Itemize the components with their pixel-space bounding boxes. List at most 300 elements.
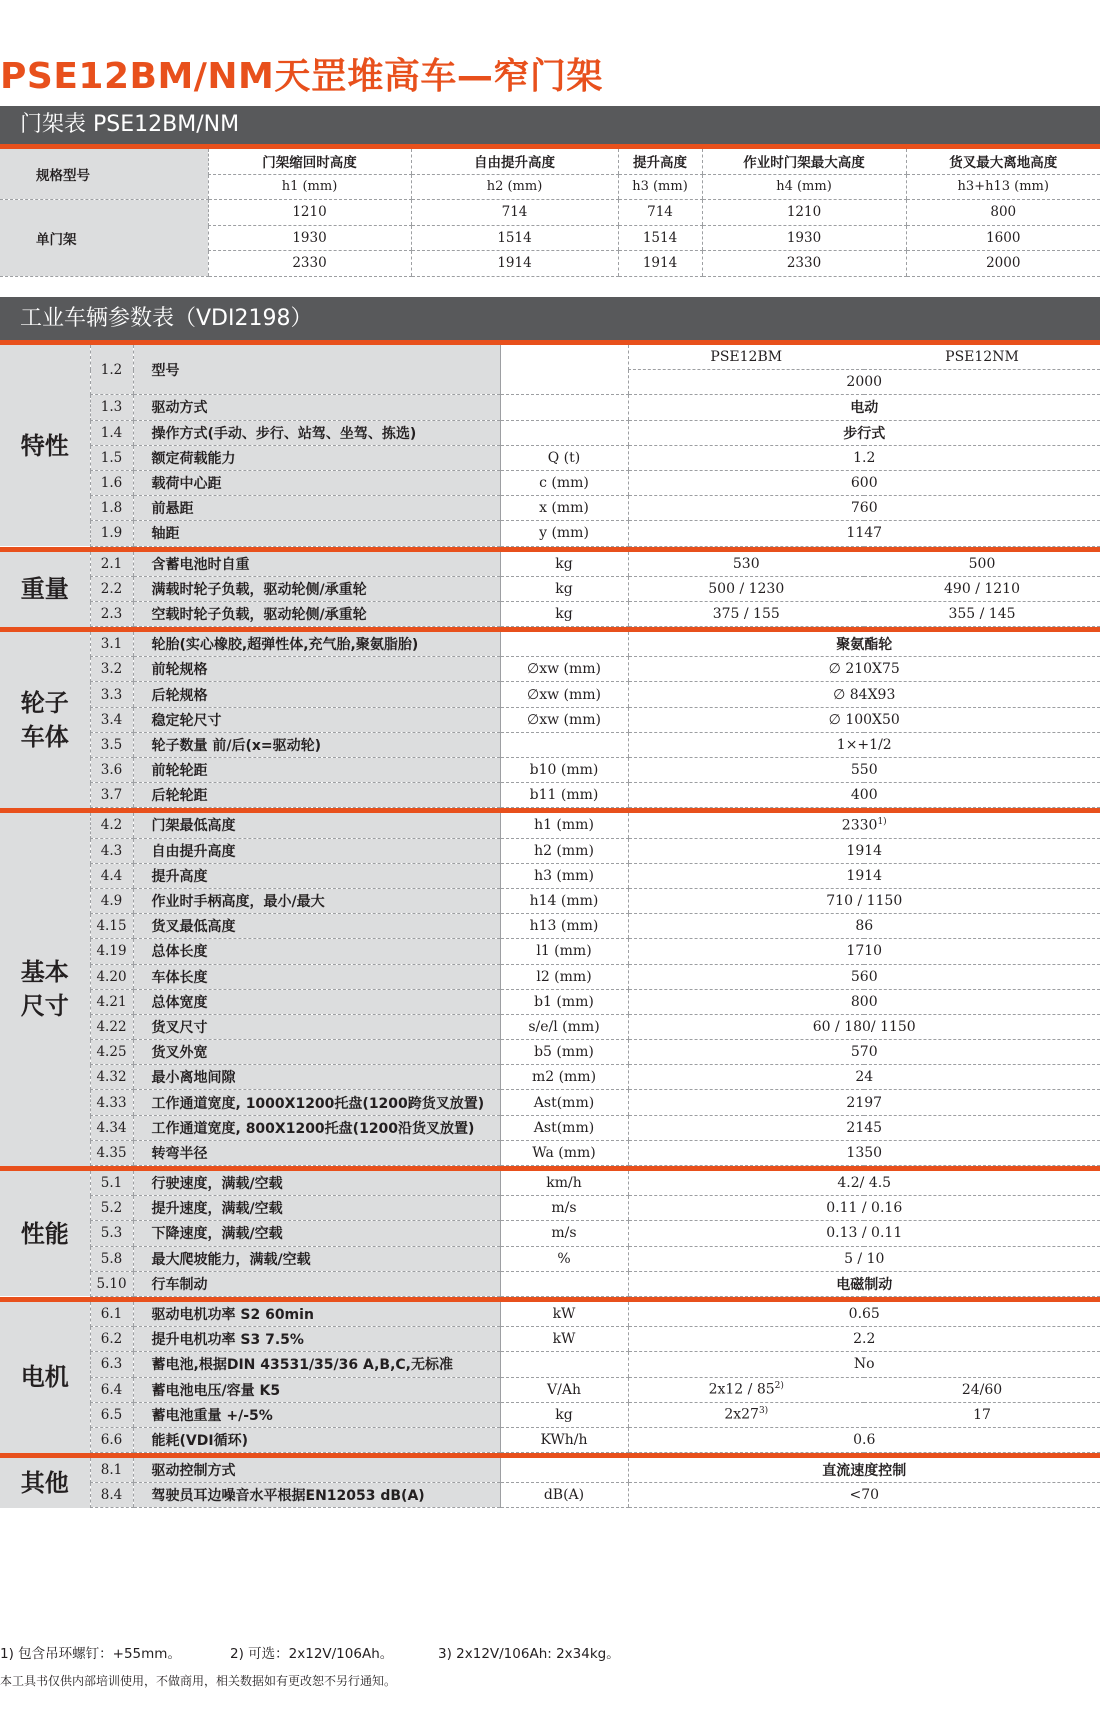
row-name: 驱动方式 <box>133 395 500 420</box>
row-unit <box>500 1352 628 1377</box>
row-number: 3.5 <box>90 732 133 757</box>
row-name: 作业时手柄高度，最小/最大 <box>133 888 500 913</box>
row-value-text: 375 / 155 <box>712 605 780 622</box>
row-value <box>628 1352 1100 1377</box>
row-value-text: 2145 <box>846 1119 883 1136</box>
row-unit: Ast(mm) <box>500 1090 628 1115</box>
footnote-3: 3) 2x12V/106Ah: 2x34kg。 <box>438 1646 620 1662</box>
row-name: 操作方式(手动、步行、站驾、坐驾、拣选) <box>133 420 500 445</box>
row-name: 总体宽度 <box>133 989 500 1014</box>
row-value <box>628 1483 1100 1508</box>
row-unit: kg <box>500 552 628 577</box>
footnote-1: 1) 包含吊环螺钉：+55mm。 <box>0 1646 181 1662</box>
row-name: 货叉尺寸 <box>133 1014 500 1039</box>
row-value-bm <box>628 601 864 626</box>
row-value <box>628 395 1100 420</box>
spec-row <box>0 601 1100 626</box>
mast-cell: 1914 <box>618 251 702 277</box>
row-number: 1.8 <box>90 496 133 521</box>
mast-cell: 1914 <box>411 251 618 277</box>
group-label: 基本尺寸 <box>0 813 90 1165</box>
row-number: 4.25 <box>90 1040 133 1065</box>
row-number: 1.3 <box>90 395 133 420</box>
row-name: 驱动控制方式 <box>133 1458 500 1483</box>
row-value-text: ∅ 210X75 <box>828 661 900 678</box>
row-unit: m/s <box>500 1196 628 1221</box>
row-number: 4.2 <box>90 813 133 838</box>
row-name: 轮胎(实心橡胶,超弹性体,充气胎,聚氨脂胎) <box>133 632 500 657</box>
row-value <box>628 521 1100 546</box>
row-value-text: 800 <box>850 993 878 1010</box>
row-unit: h1 (mm) <box>500 813 628 838</box>
row-name: 前轮轮距 <box>133 758 500 783</box>
row-number: 3.7 <box>90 783 133 808</box>
mast-cell: 1930 <box>702 225 906 251</box>
row-unit <box>500 632 628 657</box>
single-mast-label: 单门架 <box>0 200 208 277</box>
row-value-text: 2.2 <box>853 1331 876 1348</box>
spec-row <box>0 552 1100 577</box>
mast-cell: 2330 <box>208 251 411 277</box>
row-value <box>628 1327 1100 1352</box>
row-value <box>628 1014 1100 1039</box>
row-name: 提升速度，满载/空载 <box>133 1196 500 1221</box>
row-name: 下降速度，满载/空载 <box>133 1221 500 1246</box>
row-unit: m2 (mm) <box>500 1065 628 1090</box>
row-number: 1.2 <box>90 345 133 395</box>
group-label: 电机 <box>0 1302 90 1453</box>
row-number: 6.5 <box>90 1402 133 1427</box>
spec-row <box>0 1115 1100 1140</box>
row-value <box>628 863 1100 888</box>
spec-row <box>0 1065 1100 1090</box>
row-value <box>628 783 1100 808</box>
row-value-text: 490 / 1210 <box>944 580 1020 597</box>
row-value <box>628 939 1100 964</box>
row-value-text: No <box>853 1356 875 1373</box>
model-header-bm: PSE12BM <box>628 345 864 370</box>
row-number: 1.9 <box>90 521 133 546</box>
row-name: 最大爬坡能力，满载/空载 <box>133 1246 500 1271</box>
row-name: 额定荷载能力 <box>133 445 500 470</box>
row-number: 4.35 <box>90 1140 133 1165</box>
row-value-text: 2x27 <box>724 1407 759 1424</box>
model-header-nm: PSE12NM <box>864 345 1100 370</box>
row-number: 4.21 <box>90 989 133 1014</box>
row-number: 5.2 <box>90 1196 133 1221</box>
row-name: 蓄电池重量 +/-5% <box>133 1402 500 1427</box>
row-number: 1.4 <box>90 420 133 445</box>
row-unit <box>500 1458 628 1483</box>
row-number: 8.4 <box>90 1483 133 1508</box>
row-value-text: <70 <box>849 1487 880 1504</box>
row-value <box>628 1196 1100 1221</box>
spec-section-title: 工业车辆参数表（VDI2198） <box>20 306 313 331</box>
spec-row <box>0 576 1100 601</box>
spec-row <box>0 682 1100 707</box>
mast-section-bar <box>0 106 1100 144</box>
row-unit: km/h <box>500 1171 628 1196</box>
row-number: 5.10 <box>90 1271 133 1296</box>
spec-row <box>0 420 1100 445</box>
row-value <box>628 1271 1100 1296</box>
spec-row <box>0 345 1100 370</box>
row-number: 8.1 <box>90 1458 133 1483</box>
row-unit: x (mm) <box>500 496 628 521</box>
spec-table <box>0 345 1100 1508</box>
row-value <box>628 964 1100 989</box>
row-unit: l1 (mm) <box>500 939 628 964</box>
row-value <box>628 1065 1100 1090</box>
row-number: 4.19 <box>90 939 133 964</box>
row-unit: dB(A) <box>500 1483 628 1508</box>
row-name: 工作通道宽度, 1000X1200托盘(1200跨货叉放置) <box>133 1090 500 1115</box>
row-name: 含蓄电池时自重 <box>133 552 500 577</box>
mast-header-unit: h3+h13 (mm) <box>906 174 1100 200</box>
spec-row <box>0 1090 1100 1115</box>
row-unit: c (mm) <box>500 470 628 495</box>
row-unit <box>500 420 628 445</box>
row-value-text: 1×+1/2 <box>836 736 892 753</box>
row-value-text: 1147 <box>846 525 883 542</box>
spec-row <box>0 964 1100 989</box>
row-value <box>628 420 1100 445</box>
row-value-text: 1914 <box>846 842 883 859</box>
row-value-text: 530 <box>732 555 760 572</box>
mast-header: 自由提升高度 <box>411 149 618 174</box>
row-number: 4.3 <box>90 838 133 863</box>
row-number: 4.34 <box>90 1115 133 1140</box>
row-value-text: 500 <box>968 555 996 572</box>
row-name: 行车制动 <box>133 1271 500 1296</box>
row-value-bm <box>628 1402 864 1427</box>
row-unit <box>500 395 628 420</box>
row-value-text: 直流速度控制 <box>822 1463 907 1480</box>
row-number: 3.2 <box>90 657 133 682</box>
mast-cell: 2000 <box>906 251 1100 277</box>
group-label: 其他 <box>0 1458 90 1508</box>
row-number: 4.9 <box>90 888 133 913</box>
spec-row <box>0 707 1100 732</box>
row-unit: l2 (mm) <box>500 964 628 989</box>
spec-row <box>0 395 1100 420</box>
row-value <box>628 632 1100 657</box>
spec-row <box>0 1483 1100 1508</box>
row-value-text: 1710 <box>846 943 883 960</box>
row-unit: kg <box>500 601 628 626</box>
row-value-text: 0.6 <box>853 1431 876 1448</box>
row-value <box>628 813 1100 838</box>
row-value <box>628 1171 1100 1196</box>
spec-row <box>0 838 1100 863</box>
mast-data-row <box>0 200 1100 226</box>
row-number: 4.22 <box>90 1014 133 1039</box>
row-name: 型号 <box>133 345 500 395</box>
row-value <box>628 1090 1100 1115</box>
row-number: 6.6 <box>90 1427 133 1452</box>
row-name: 轴距 <box>133 521 500 546</box>
row-value-text: 760 <box>850 500 878 517</box>
row-value-text: 电动 <box>850 400 879 417</box>
row-number: 4.20 <box>90 964 133 989</box>
row-unit: kW <box>500 1327 628 1352</box>
row-unit <box>500 345 628 395</box>
row-unit: h14 (mm) <box>500 888 628 913</box>
mast-cell: 1210 <box>208 200 411 226</box>
footnote-2: 2) 可选：2x12V/106Ah。 <box>230 1646 394 1662</box>
row-number: 3.3 <box>90 682 133 707</box>
spec-row <box>0 1246 1100 1271</box>
spec-row <box>0 445 1100 470</box>
row-number: 4.4 <box>90 863 133 888</box>
footnote-marker: 1) <box>877 817 887 828</box>
row-value-nm <box>864 576 1100 601</box>
row-name: 车体长度 <box>133 964 500 989</box>
row-number: 5.8 <box>90 1246 133 1271</box>
row-value-text: 600 <box>850 475 878 492</box>
row-value-text: 2330 <box>841 817 878 834</box>
row-value-text: 17 <box>973 1406 991 1423</box>
row-value <box>628 470 1100 495</box>
row-number: 1.6 <box>90 470 133 495</box>
spec-row <box>0 758 1100 783</box>
spec-row <box>0 914 1100 939</box>
row-name: 蓄电池电压/容量 K5 <box>133 1377 500 1402</box>
row-value <box>628 1040 1100 1065</box>
row-name: 门架最低高度 <box>133 813 500 838</box>
mast-header-unit: h4 (mm) <box>702 174 906 200</box>
row-unit: kg <box>500 1402 628 1427</box>
mast-header: 门架缩回时高度 <box>208 149 411 174</box>
row-name: 货叉外宽 <box>133 1040 500 1065</box>
spec-row <box>0 1402 1100 1427</box>
row-unit: h13 (mm) <box>500 914 628 939</box>
row-unit: V/Ah <box>500 1377 628 1402</box>
row-value <box>628 445 1100 470</box>
row-name: 最小离地间隙 <box>133 1065 500 1090</box>
row-value <box>628 1458 1100 1483</box>
mast-cell: 2330 <box>702 251 906 277</box>
footnote-marker: 2) <box>774 1381 784 1392</box>
row-value-nm <box>864 552 1100 577</box>
row-unit <box>500 1271 628 1296</box>
row-value <box>628 758 1100 783</box>
row-value <box>628 496 1100 521</box>
row-number: 2.2 <box>90 576 133 601</box>
row-unit: b11 (mm) <box>500 783 628 808</box>
row-number: 2.3 <box>90 601 133 626</box>
row-name: 转弯半径 <box>133 1140 500 1165</box>
mast-table <box>0 149 1100 277</box>
mast-cell: 1210 <box>702 200 906 226</box>
row-value-nm <box>864 1402 1100 1427</box>
row-value-text: ∅ 84X93 <box>833 686 896 703</box>
row-number: 1.5 <box>90 445 133 470</box>
row-value-text: 4.2/ 4.5 <box>837 1175 892 1192</box>
group-label: 轮子车体 <box>0 632 90 808</box>
row-unit: Q (t) <box>500 445 628 470</box>
row-value-text: 710 / 1150 <box>826 893 903 910</box>
mast-header-row <box>0 149 1100 174</box>
spec-row <box>0 1327 1100 1352</box>
row-value <box>628 914 1100 939</box>
row-number: 5.1 <box>90 1171 133 1196</box>
spec-row <box>0 863 1100 888</box>
row-name: 满载时轮子负载，驱动轮侧/承重轮 <box>133 576 500 601</box>
mast-cell: 1930 <box>208 225 411 251</box>
row-value <box>628 657 1100 682</box>
row-name: 行驶速度，满载/空载 <box>133 1171 500 1196</box>
row-value-text: 2197 <box>846 1094 883 1111</box>
row-number: 4.15 <box>90 914 133 939</box>
row-value <box>628 838 1100 863</box>
disclaimer: 本工具书仅供内部培训使用，不做商用，相关数据如有更改恕不另行通知。 <box>0 1674 397 1688</box>
spec-row <box>0 1196 1100 1221</box>
row-name: 轮子数量 前/后(x=驱动轮) <box>133 732 500 757</box>
row-value-text: 1914 <box>846 867 883 884</box>
mast-header-unit: h3 (mm) <box>618 174 702 200</box>
row-value-bm <box>628 1377 864 1402</box>
mast-header-unit: h2 (mm) <box>411 174 618 200</box>
row-value <box>628 682 1100 707</box>
row-name: 驱动电机功率 S2 60min <box>133 1302 500 1327</box>
row-value-nm <box>864 601 1100 626</box>
row-value-text: 560 <box>850 968 878 985</box>
mast-header: 货叉最大离地高度 <box>906 149 1100 174</box>
mast-cell: 1600 <box>906 225 1100 251</box>
row-value <box>628 888 1100 913</box>
spec-row <box>0 1171 1100 1196</box>
row-unit: kW <box>500 1302 628 1327</box>
row-name: 载荷中心距 <box>133 470 500 495</box>
spec-row <box>0 1221 1100 1246</box>
row-unit: ∅xw (mm) <box>500 682 628 707</box>
group-label: 性能 <box>0 1171 90 1296</box>
row-value <box>628 1302 1100 1327</box>
row-value-nm <box>864 1377 1100 1402</box>
row-number: 6.2 <box>90 1327 133 1352</box>
mast-header: 提升高度 <box>618 149 702 174</box>
spec-row <box>0 657 1100 682</box>
row-number: 6.3 <box>90 1352 133 1377</box>
row-unit: ∅xw (mm) <box>500 707 628 732</box>
spec-row <box>0 1427 1100 1452</box>
footnote-marker: 3) <box>758 1406 769 1417</box>
row-unit: y (mm) <box>500 521 628 546</box>
spec-row <box>0 939 1100 964</box>
row-value-text: 2x12 / 85 <box>708 1381 775 1398</box>
spec-row <box>0 1271 1100 1296</box>
row-value-text: 5 / 10 <box>844 1250 885 1267</box>
row-number: 3.6 <box>90 758 133 783</box>
group-label: 重量 <box>0 552 90 627</box>
row-name: 稳定轮尺寸 <box>133 707 500 732</box>
group-label: 特性 <box>0 345 90 546</box>
row-value-text: 聚氨酯轮 <box>836 637 893 654</box>
row-value: 2000 <box>628 370 1100 395</box>
row-name: 货叉最低高度 <box>133 914 500 939</box>
spec-row <box>0 888 1100 913</box>
row-value <box>628 1246 1100 1271</box>
row-unit: h3 (mm) <box>500 863 628 888</box>
page-title: PSE12BM/NM天罡堆高车—窄门架 <box>0 56 603 97</box>
row-name: 驾驶员耳边噪音水平根据EN12053 dB(A) <box>133 1483 500 1508</box>
row-value-text: 550 <box>850 762 878 779</box>
spec-section-bar <box>0 297 1100 340</box>
row-value-text: 1350 <box>846 1144 883 1161</box>
row-name: 工作通道宽度, 800X1200托盘(1200沿货叉放置) <box>133 1115 500 1140</box>
row-name: 总体长度 <box>133 939 500 964</box>
spec-row <box>0 989 1100 1014</box>
row-number: 2.1 <box>90 552 133 577</box>
row-unit: Ast(mm) <box>500 1115 628 1140</box>
row-name: 后轮轮距 <box>133 783 500 808</box>
row-value <box>628 1115 1100 1140</box>
row-value-text: 570 <box>850 1044 878 1061</box>
mast-header-unit: h1 (mm) <box>208 174 411 200</box>
row-unit: Wa (mm) <box>500 1140 628 1165</box>
mast-header: 作业时门架最大高度 <box>702 149 906 174</box>
mast-section-title: 门架表 PSE12BM/NM <box>20 112 240 137</box>
mast-cell: 1514 <box>411 225 618 251</box>
row-value <box>628 732 1100 757</box>
spec-row <box>0 496 1100 521</box>
row-name: 前轮规格 <box>133 657 500 682</box>
row-value-text: 步行式 <box>843 425 886 442</box>
row-value-bm <box>628 552 864 577</box>
row-unit <box>500 732 628 757</box>
row-number: 4.33 <box>90 1090 133 1115</box>
row-value <box>628 989 1100 1014</box>
row-value <box>628 1140 1100 1165</box>
spec-row <box>0 632 1100 657</box>
row-value-text: 86 <box>855 918 874 935</box>
row-number: 5.3 <box>90 1221 133 1246</box>
mast-cell: 714 <box>411 200 618 226</box>
row-unit: m/s <box>500 1221 628 1246</box>
row-value-text: 24 <box>855 1069 874 1086</box>
row-value-text: 500 / 1230 <box>708 580 785 597</box>
row-value-text: 0.11 / 0.16 <box>826 1200 903 1217</box>
row-unit: s/e/l (mm) <box>500 1014 628 1039</box>
spec-row <box>0 521 1100 546</box>
row-number: 4.32 <box>90 1065 133 1090</box>
row-value-text: 60 / 180/ 1150 <box>812 1018 916 1035</box>
row-value-text: 400 <box>850 787 878 804</box>
spec-row <box>0 813 1100 838</box>
row-unit: KWh/h <box>500 1427 628 1452</box>
spec-row <box>0 1302 1100 1327</box>
row-name: 蓄电池,根据DIN 43531/35/36 A,B,C,无标准 <box>133 1352 500 1377</box>
row-value-bm <box>628 576 864 601</box>
spec-row <box>0 1352 1100 1377</box>
row-unit: b10 (mm) <box>500 758 628 783</box>
spec-row <box>0 1014 1100 1039</box>
row-name: 自由提升高度 <box>133 838 500 863</box>
spec-row <box>0 783 1100 808</box>
row-number: 6.1 <box>90 1302 133 1327</box>
row-value <box>628 1221 1100 1246</box>
spec-row <box>0 470 1100 495</box>
row-value-text: ∅ 100X50 <box>828 711 900 728</box>
row-value-text: 1.2 <box>853 449 876 466</box>
row-number: 3.1 <box>90 632 133 657</box>
spec-row <box>0 1140 1100 1165</box>
row-value-text: 0.13 / 0.11 <box>826 1225 903 1242</box>
row-name: 前悬距 <box>133 496 500 521</box>
row-unit: kg <box>500 576 628 601</box>
row-name: 提升高度 <box>133 863 500 888</box>
